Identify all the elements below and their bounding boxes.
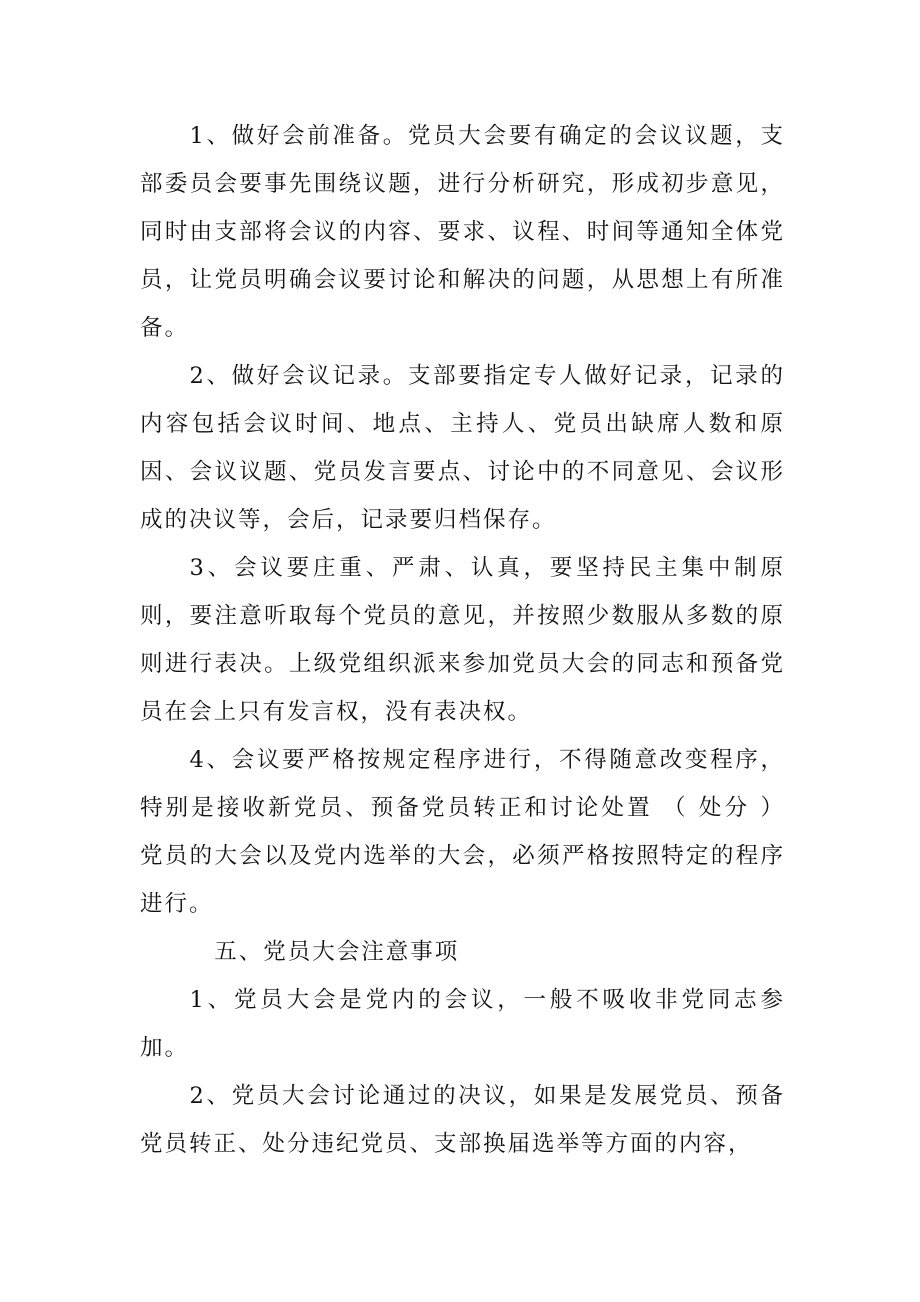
document-body	[140, 112, 785, 1168]
section-paragraph-1: 1、党员大会是党内的会议，一般不吸收非党同志参加。	[140, 987, 785, 1061]
paragraph-3: 3、会议要庄重、严肃、认真，要坚持民主集中制原则，要注意听取每个党员的意见，并按照少数服从多数的原则进行表决。上级党组织派来参加党员大会的同志和预备党员在会上只有发言权，没有表决权。	[140, 555, 785, 725]
paragraph-1: 1、做好会前准备。党员大会要有确定的会议议题，支部委员会要事先围绕议题，进行分析研究，形成初步意见，同时由支部将会议的内容、要求、议程、时间等通知全体党员，让党员明确会议要讨论和解决的问题，从思想上有所准备。	[140, 123, 785, 341]
paragraph-4: 4、会议要严格按规定程序进行，不得随意改变程序，特别是接收新党员、预备党员转正和讨论处置 （ 处分 ） 党员的大会以及党内选举的大会，必须严格按照特定的程序进行。	[140, 747, 785, 917]
section-heading: 五、党员大会注意事项	[214, 939, 460, 965]
paragraph-2: 2、做好会议记录。支部要指定专人做好记录，记录的内容包括会议时间、地点、主持人、党员出缺席人数和原因、会议议题、党员发言要点、讨论中的不同意见、会议形成的决议等，会后，记录要归档保存。	[140, 363, 785, 533]
section-paragraph-2: 2、党员大会讨论通过的决议，如果是发展党员、预备党员转正、处分违纪党员、支部换届选举等方面的内容，	[140, 1083, 785, 1157]
